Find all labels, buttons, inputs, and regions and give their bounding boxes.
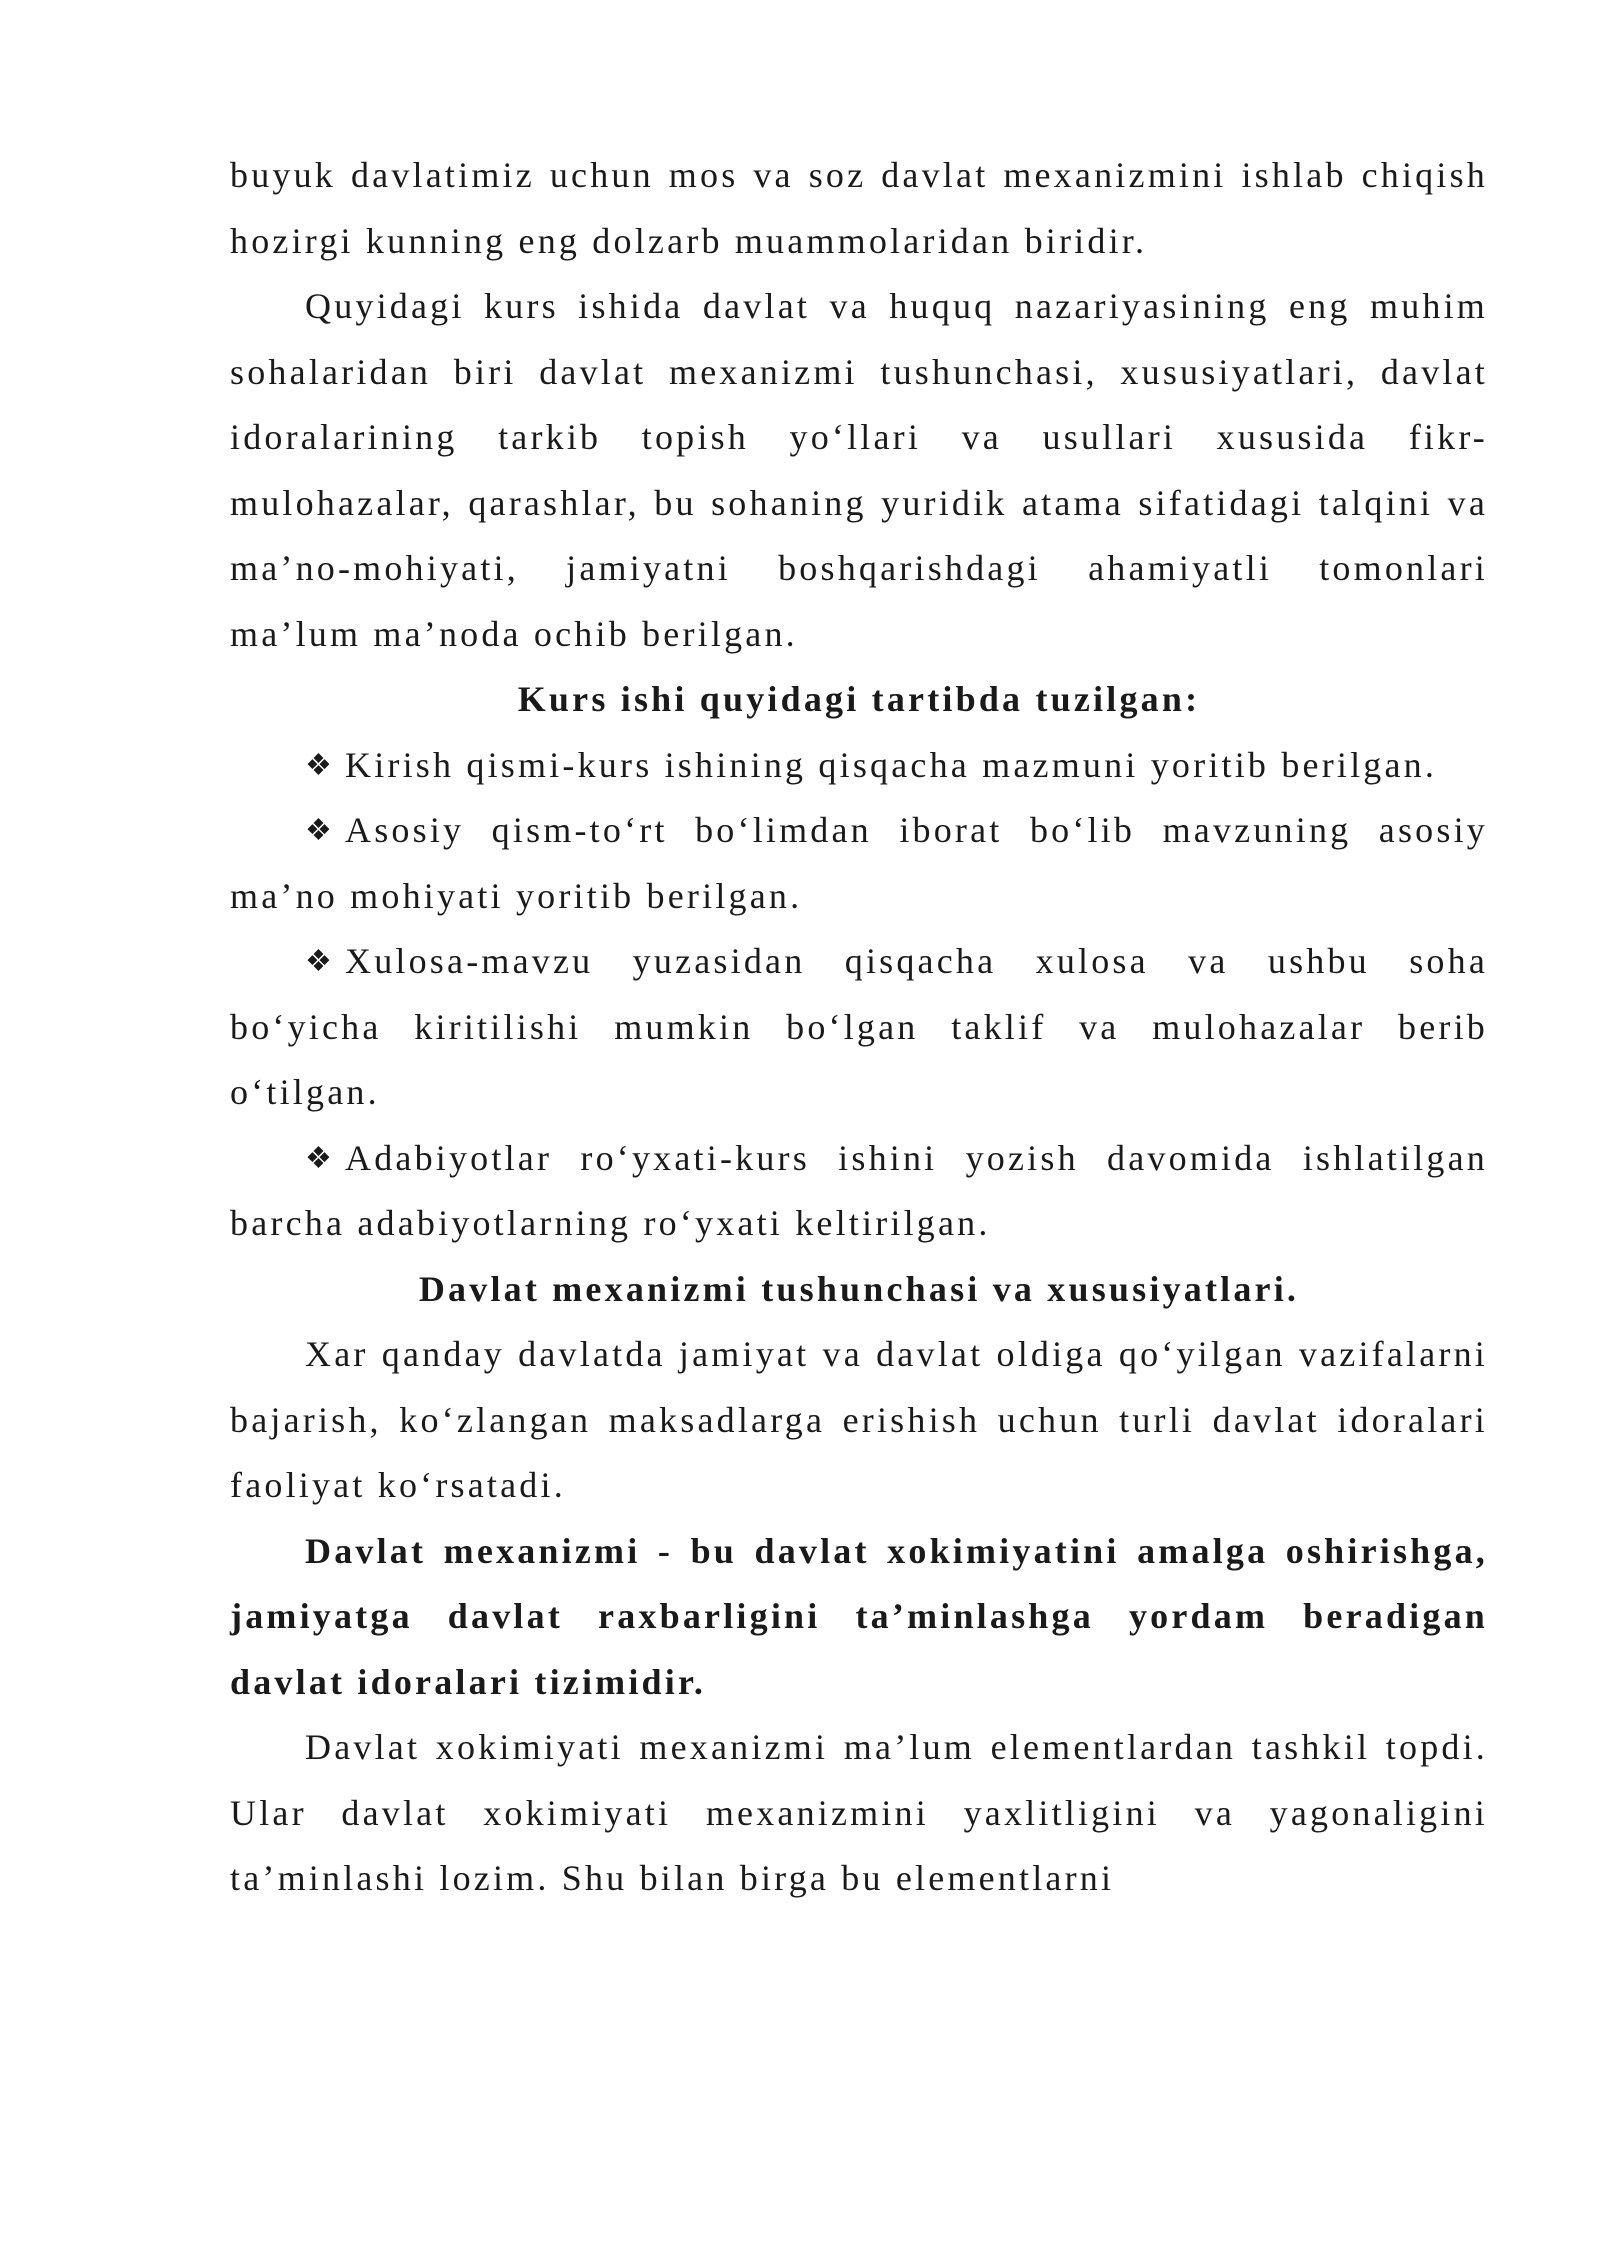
bullet-text: Asosiy qism-to‘rt bo‘limdan iborat bo‘lib mavzuning asosiy ma’no mohiyati yoritib berilgan. — [230, 810, 1488, 916]
paragraph-definition: Davlat mexanizmi - bu davlat xokimiyatini amalga oshirishga, jamiyatga davlat raxbarligini ta’minlashga yordam beradigan davlat idoralari tizimidir. — [230, 1530, 1488, 1702]
bullet-diamond-icon: ❖ — [305, 814, 336, 847]
bullet-diamond-icon: ❖ — [305, 1141, 336, 1175]
bullet-item-conclusion — [230, 929, 1488, 1126]
paragraph-state-bodies: Xar qanday davlatda jamiyat va davlat oldiga qo‘yilgan vazifalarni bajarish, ko‘zlangan maksadlarga erishish uchun turli davlat idoralari faoliyat ko‘rsatadi. — [230, 1334, 1488, 1505]
bullet-item-bibliography — [230, 1126, 1488, 1257]
paragraph-course-overview: Quyidagi kurs ishida davlat va huquq nazariyasining eng muhim sohalaridan biri davlat mexanizmi tushunchasi, xususiyatlari, davlat idoralarining tarkib topish yo‘llari va usullari xususida fikr-mulohazalar, qarashlar, bu sohaning yuridik atama sifatidagi talqini va ma’no-mohiyati, jamiyatni boshqarishdagi ahamiyatli tomonlari ma’lum ma’noda ochib berilgan. — [230, 286, 1488, 654]
bullet-item-main-part — [230, 798, 1488, 929]
bullet-diamond-icon: ❖ — [305, 748, 336, 782]
bullet-text: Kirish qismi-kurs ishining qisqacha mazmuni yoritib berilgan. — [345, 744, 1438, 785]
bullet-item-introduction — [230, 733, 1488, 799]
paragraph-mechanism-elements: Davlat xokimiyati mexanizmi ma’lum elementlardan tashkil topdi. Ular davlat xokimiyati mexanizmini yaxlitligini va yagonaligini ta’minlashi lozim. Shu bilan birga bu elementlarni — [230, 1727, 1488, 1898]
bullet-text: Xulosa-mavzu yuzasidan qisqacha xulosa va ushbu soha bo‘yicha kiritilishi mumkin bo‘lgan taklif va mulohazalar berib o‘tilgan. — [230, 941, 1488, 1112]
bullet-diamond-icon: ❖ — [305, 945, 336, 978]
heading-structure: Kurs ishi quyidagi tartibda tuzilgan: — [517, 679, 1201, 719]
paragraph-intro-continued: buyuk davlatimiz uchun mos va soz davlat mexanizmini ishlab chiqish hozirgi kunning eng dolzarb muammolaridan biridir. — [230, 155, 1488, 261]
heading-section: Davlat mexanizmi tushunchasi va xususiyatlari. — [418, 1268, 1300, 1309]
bullet-text: Adabiyotlar ro‘yxati-kurs ishini yozish davomida ishlatilgan barcha adabiyotlarning ro‘yxati keltirilgan. — [230, 1137, 1488, 1243]
